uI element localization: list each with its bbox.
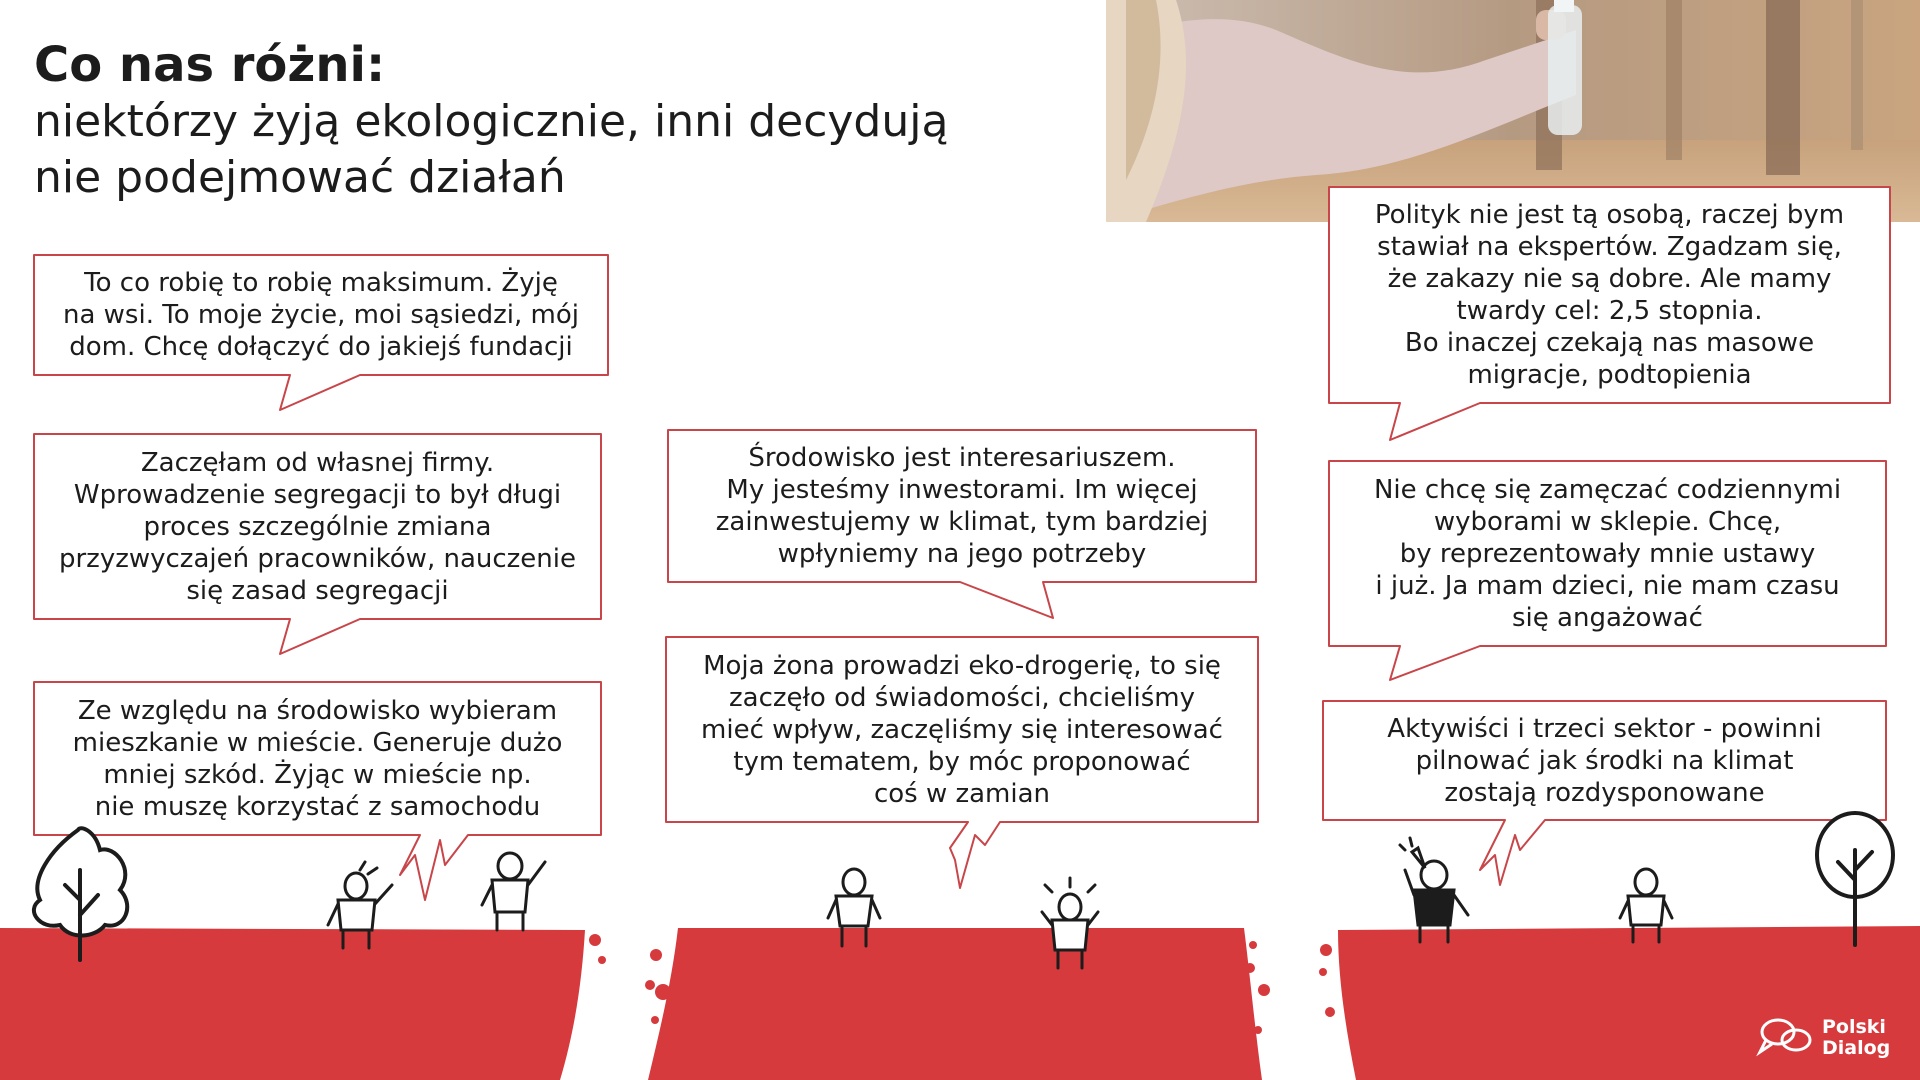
quote-5	[666, 637, 1258, 822]
quote-7	[1329, 461, 1886, 646]
quote-3	[34, 682, 601, 835]
brand-logo	[1822, 1017, 1890, 1059]
quote-1	[34, 255, 608, 375]
page-subtitle-line-1: niektórzy żyją ekologicznie, inni decydują	[34, 96, 949, 147]
ground-left	[0, 928, 585, 1080]
quote-5-text: Moja żona prowadzi eko-drogerię, to się zaczęło od świadomości, chcieliśmy mieć wpływ, zaczęliśmy się interesować tym tematem, by móc proponować coś w zamian	[701, 650, 1223, 809]
quote-2	[34, 434, 601, 619]
quote-8	[1323, 701, 1886, 820]
tree-right	[1817, 813, 1893, 945]
quote-2-text: Zaczęłam od własnej firmy. Wprowadzenie segregacji to był długi proces szczególnie zmiana przyzwyczajeń pracowników, nauczenie się zasad segregacji	[58, 447, 577, 606]
quote-7-text: Nie chcę się zamęczać codziennymi wyborami w sklepie. Chcę, by reprezentowały mnie ustawy i już. Ja mam dzieci, nie mam czasu się angażować	[1373, 474, 1842, 633]
quote-4-text: Środowisko jest interesariuszem. My jesteśmy inwestorami. Im więcej zainwestujemy w klimat, tym bardziej wpłyniemy na jego potrzeby	[715, 443, 1209, 569]
quote-4	[668, 430, 1256, 582]
page-subtitle-line-2: nie podejmować działań	[34, 152, 566, 203]
person-2	[482, 853, 545, 930]
quote-8-text: Aktywiści i trzeci sektor - powinni pilnować jak środki na klimat zostają rozdysponowane	[1387, 713, 1822, 808]
logo-line-1: Polski	[1822, 1016, 1886, 1038]
quote-3-text: Ze względu na środowisko wybieram mieszkanie w mieście. Generuje dużo mniej szkód. Żyjąc w mieście np. nie muszę korzystać z samochodu	[72, 695, 563, 822]
page-title: Co nas różni:	[34, 37, 386, 93]
person-5	[1400, 838, 1468, 942]
logo-line-2: Dialog	[1822, 1037, 1891, 1059]
ground-middle	[648, 928, 1262, 1080]
quote-1-text: To co robię to robię maksimum. Żyję na wsi. To moje życie, moi sąsiedzi, mój dom. Chcę dołączyć do jakiejś fundacji	[62, 268, 579, 362]
quote-6-text: Polityk nie jest tą osobą, raczej bym stawiał na ekspertów. Zgadzam się, że zakazy nie są dobre. Ale mamy twardy cel: 2,5 stopnia. Bo inaczej czekają nas masowe migracje, podtopienia	[1374, 200, 1845, 390]
quote-6	[1329, 187, 1890, 403]
